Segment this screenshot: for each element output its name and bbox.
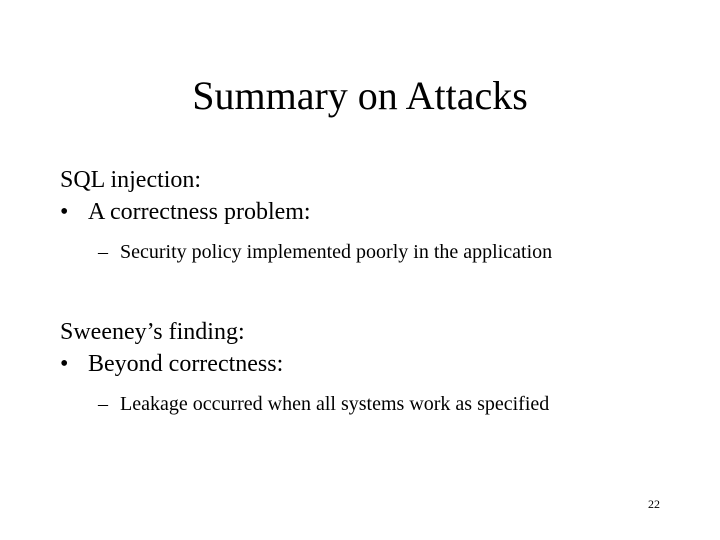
sub-bullet-text: Leakage occurred when all systems work as specified: [120, 393, 550, 415]
section-heading: Sweeney’s finding:: [60, 319, 245, 345]
slide-title: Summary on Attacks: [192, 73, 528, 118]
bullet-marker: •: [60, 351, 69, 377]
bullet-item: [60, 196, 700, 228]
sub-bullet-item: [60, 390, 700, 418]
sub-bullet-item: [60, 238, 700, 266]
bullet-text: Beyond correctness:: [88, 351, 284, 377]
bullet-item: [60, 348, 700, 380]
sub-bullet-text: Security policy implemented poorly in the application: [120, 241, 553, 263]
sub-bullet-marker: –: [98, 241, 108, 263]
bullet-text: A correctness problem:: [88, 199, 311, 225]
page-number: 22: [648, 497, 660, 511]
section-sql-injection: [60, 164, 700, 266]
bullet-marker: •: [60, 199, 69, 225]
section-sweeney-finding: [60, 316, 700, 418]
sub-bullet-marker: –: [98, 393, 108, 415]
section-heading: SQL injection:: [60, 167, 202, 193]
